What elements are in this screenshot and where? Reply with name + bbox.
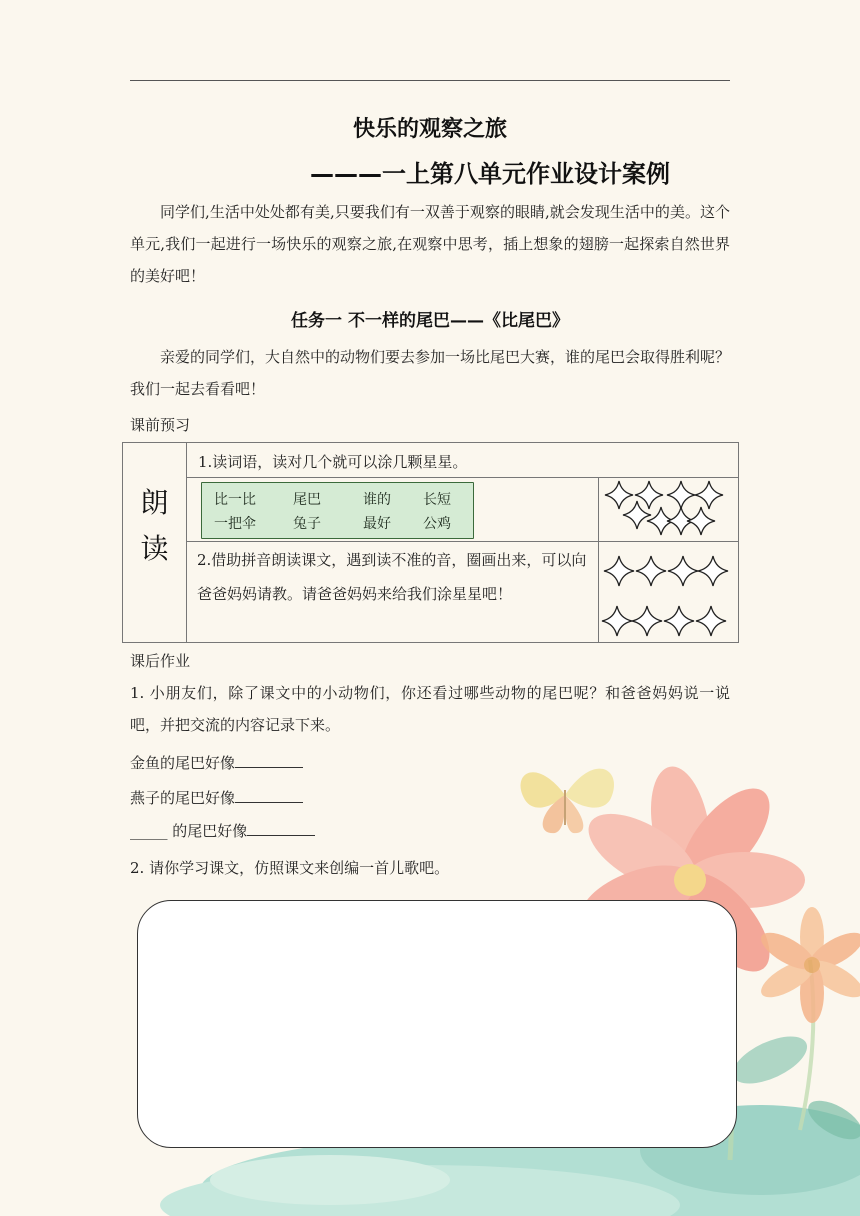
four-point-star-icon[interactable]	[668, 556, 698, 586]
four-point-star-icon[interactable]	[635, 481, 663, 509]
homework-question-1: 1. 小朋友们，除了课文中的小动物们，你还看过哪些动物的尾巴呢？和爸爸妈妈说一说吧，并把交流的内容记录下来。	[130, 684, 730, 734]
fill-prompt: 金鱼的尾巴好像	[130, 754, 236, 772]
fill-prefix: _____	[130, 822, 168, 840]
answer-blank[interactable]	[247, 821, 315, 836]
header-rule	[130, 80, 730, 81]
word-list-box	[201, 482, 474, 539]
page-title: 快乐的观察之旅	[352, 117, 507, 142]
word-item: 最好	[363, 516, 391, 532]
intro-paragraph: 同学们,生活中处处都有美,只要我们有一双善于观察的眼睛,就会发现生活中的美。这个单元,我们一起进行一场快乐的观察之旅,在观察中思考，插上想象的翅膀一起探索自然世界的美好吧！	[130, 203, 730, 285]
four-point-star-icon[interactable]	[602, 606, 632, 636]
four-point-star-icon[interactable]	[695, 481, 723, 509]
reading-instruction-2: 2.借助拼音朗读课文，遇到读不准的音，圈画出来，可以向爸爸妈妈请教。请爸爸妈妈来给我们涂星星吧！	[197, 551, 587, 603]
four-point-star-icon[interactable]	[664, 606, 694, 636]
word-item: 长短	[423, 492, 451, 508]
four-point-star-icon[interactable]	[698, 556, 728, 586]
four-point-star-icon[interactable]	[687, 507, 715, 535]
task-heading: 任务一 不一样的尾巴——《比尾巴》	[291, 311, 569, 331]
table-divider	[186, 541, 738, 542]
fill-line	[130, 787, 303, 809]
four-point-star-icon[interactable]	[632, 606, 662, 636]
word-item: 尾巴	[293, 492, 321, 508]
word-item: 一把伞	[214, 516, 256, 532]
table-divider	[598, 477, 599, 642]
star-group-1	[601, 477, 739, 541]
word-item: 谁的	[363, 492, 391, 508]
preview-label: 课前预习	[130, 416, 191, 434]
four-point-star-icon[interactable]	[605, 481, 633, 509]
four-point-star-icon[interactable]	[667, 481, 695, 509]
reading-char: 朗	[140, 486, 169, 519]
star-group-2	[601, 543, 739, 643]
four-point-star-icon[interactable]	[636, 556, 666, 586]
reading-char: 读	[140, 532, 169, 565]
fill-prompt: 燕子的尾巴好像	[130, 789, 236, 807]
task-intro-paragraph: 亲爱的同学们，大自然中的动物们要去参加一场比尾巴大赛，谁的尾巴会取得胜利呢？我们一起去看看吧！	[130, 348, 731, 398]
answer-blank[interactable]	[235, 788, 303, 803]
page-subtitle: ———一上第八单元作业设计案例	[310, 160, 670, 188]
homework-label: 课后作业	[130, 652, 191, 670]
table-divider	[186, 443, 187, 642]
poem-answer-box[interactable]	[137, 900, 737, 1148]
word-item: 公鸡	[423, 516, 451, 532]
fill-line	[130, 752, 303, 774]
reading-table	[122, 442, 739, 643]
answer-blank[interactable]	[235, 753, 303, 768]
homework-question-2: 2. 请你学习课文，仿照课文来创编一首儿歌吧。	[130, 859, 450, 877]
four-point-star-icon[interactable]	[623, 501, 651, 529]
reading-instruction-1: 1.读词语，读对几个就可以涂几颗星星。	[198, 453, 468, 471]
word-item: 比一比	[214, 492, 256, 508]
fill-prompt: 的尾巴好像	[167, 822, 248, 840]
fill-line	[130, 820, 315, 842]
four-point-star-icon[interactable]	[696, 606, 726, 636]
four-point-star-icon[interactable]	[604, 556, 634, 586]
word-item: 兔子	[293, 516, 321, 532]
